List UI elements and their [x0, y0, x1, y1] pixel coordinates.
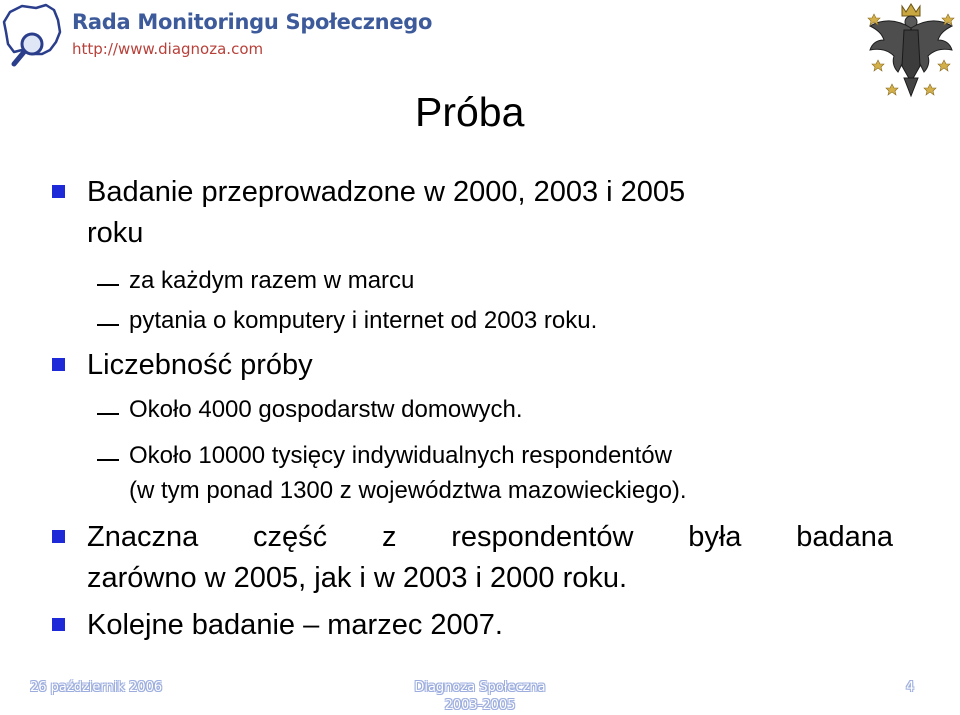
bullet-square-icon: [52, 618, 65, 631]
bullet-text: [87, 517, 893, 558]
sub-bullet-text: pytania o komputery i internet od 2003 roku.: [129, 307, 598, 334]
sub-bullet-text: Około 4000 gospodarstw domowych.: [129, 396, 523, 423]
footer-date: 26 październik 2006: [30, 680, 163, 695]
bullet-text: Kolejne badanie – marzec 2007.: [87, 609, 503, 641]
sub-bullet-dash: [97, 459, 119, 461]
footer-center: [400, 679, 560, 715]
bullet-square-icon: [52, 530, 65, 543]
slide-title: Próba: [415, 89, 525, 135]
bullet-text-line: Znaczna część z respondentów była badana: [87, 521, 893, 553]
bullet-text: Liczebność próby: [87, 349, 313, 381]
sub-bullet-text-continuation: (w tym ponad 1300 z województwa mazowieckiego).: [129, 477, 687, 504]
page-number: 4: [906, 680, 915, 695]
footer-center-line: 2003-2005: [444, 698, 516, 713]
bullet-square-icon: [52, 358, 65, 371]
footer-center-line: Diagnoza Społeczna: [414, 680, 546, 695]
sub-bullet-dash: [97, 324, 119, 326]
sub-bullet-text: Około 10000 tysięcy indywidualnych respondentów: [129, 442, 672, 469]
logo-title: Rada Monitoringu Społecznego: [72, 10, 433, 34]
logo-url[interactable]: http://www.diagnoza.com: [72, 40, 264, 58]
sub-bullet-text: za każdym razem w marcu: [129, 267, 415, 294]
bullet-text-continuation: zarówno w 2005, jak i w 2003 i 2000 roku.: [87, 562, 628, 594]
sub-bullet-dash: [97, 413, 119, 415]
sub-bullet-dash: [97, 284, 119, 286]
bullet-text: Badanie przeprowadzone w 2000, 2003 i 2005: [87, 176, 686, 208]
bullet-text-continuation: roku: [87, 217, 144, 249]
bullet-square-icon: [52, 185, 65, 198]
